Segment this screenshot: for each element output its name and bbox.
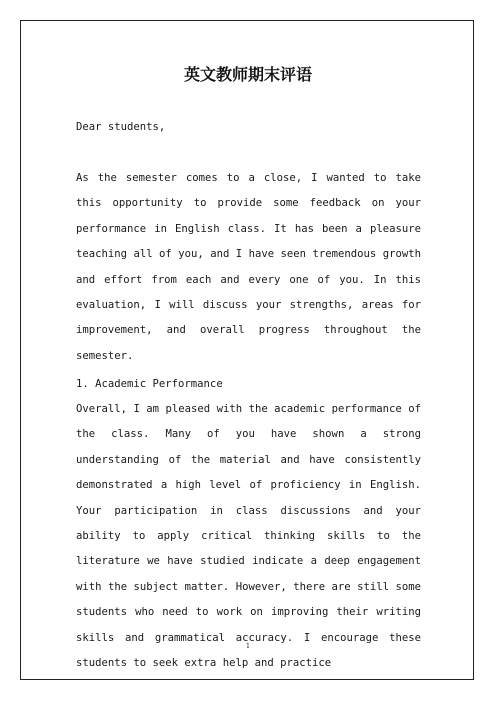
section-heading: 1. Academic Performance xyxy=(76,378,223,390)
section-paragraph: Overall, I am pleased with the academic performance of the class. Many of you have shown a strong understanding of the material and have consistently demonstrated a high level of proficiency in English. Your participation in class discussions and your ability to apply critical thinking skills to the literature we have studied indicate a deep engagement with the subject matter. However, there are still some students who need to work on improving their writing skills and grammatical accuracy. I encourage these students to seek extra help and practice xyxy=(76,403,421,670)
page-number: 1 xyxy=(245,642,251,650)
intro-paragraph: As the semester comes to a close, I wanted to take this opportunity to provide some feedback on your performance in English class. It has been a pleasure teaching all of you, and I have seen tremendous growth and effort from each and every one of you. In this evaluation, I will discuss your strengths, areas for improvement, and overall progress throughout the semester. xyxy=(76,172,421,362)
document-title: 英文教师期末评语 xyxy=(183,65,312,84)
salutation: Dear students, xyxy=(76,121,166,133)
